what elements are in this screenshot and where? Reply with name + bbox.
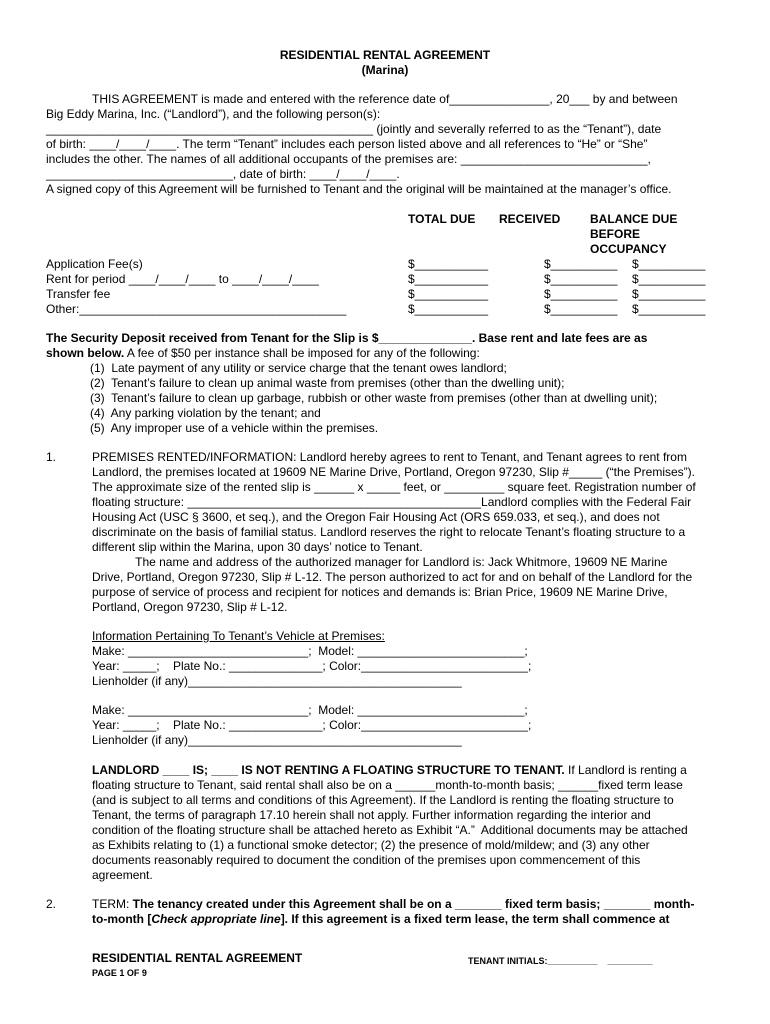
section1-line: discriminate on the basis of familial status. Landlord reserves the right to relocate Tenant’s floating structure to a: [92, 525, 686, 539]
fee-row-total: $___________: [408, 302, 489, 316]
fee-row-received: $__________: [544, 257, 618, 271]
footer-tenant-initials: TENANT INITIALS:__________ _________: [468, 956, 653, 966]
section-number: 2.: [46, 897, 57, 911]
intro-line: _________________________________________________ (jointly and severally referred to as the “Tenant”), date: [46, 122, 662, 136]
deposit-item: (2) Tenant’s failure to clean up animal waste from premises (other than the dwelling unit);: [90, 376, 565, 390]
deposit-bold: shown below.: [46, 346, 125, 360]
fee-row-received: $__________: [544, 287, 618, 301]
section1-line: Landlord, the premises located at 19609 NE Marine Drive, Portland, Oregon 97230, Slip #_____ (“the Premises”).: [92, 465, 695, 479]
footer-title: RESIDENTIAL RENTAL AGREEMENT: [92, 951, 303, 965]
document-subtitle: (Marina): [361, 63, 409, 77]
deposit-line: The Security Deposit received from Tenant for the Slip is $______________. Base rent and late fees are as: [46, 331, 648, 345]
floating-line: floating structure to Tenant, said rental shall also be on a ______month-to-month basis; ______fixed term lease: [92, 778, 683, 792]
section2-line: [92, 912, 670, 927]
fee-row-label: Application Fee(s): [46, 257, 143, 271]
intro-line: ____________________________, date of birth: ____/____/____.: [46, 167, 400, 181]
vehicle-line: Lienholder (if any)_________________________________________: [92, 733, 462, 747]
section1-line: The name and address of the authorized manager for Landlord is: Jack Whitmore, 19609 NE Marine: [92, 555, 668, 569]
floating-line: Tenant, the terms of paragraph 17.10 herein shall not apply. Further information regarding the interior and: [92, 808, 651, 822]
intro-line: of birth: ____/____/____. The term “Tenant” includes each person listed above and all references to “He” or “She”: [46, 137, 648, 151]
floating-line: agreement.: [92, 868, 153, 882]
section1-line: purpose of service of process and recipient for notices and demands is: Brian Price, 19609 NE Marine Drive,: [92, 585, 668, 599]
vehicle-line: Make: ___________________________; Model: _________________________;: [92, 703, 528, 717]
section1-line: Portland, Oregon 97230, Slip # L-12.: [92, 600, 288, 614]
deposit-rest: A fee of $50 per instance shall be imposed for any of the following:: [124, 346, 480, 360]
deposit-item: (1) Late payment of any utility or service charge that the tenant owes landlord;: [90, 361, 507, 375]
section2-text: to-month [: [92, 912, 152, 926]
fee-row-total: $___________: [408, 272, 489, 286]
floating-line: documents reasonably required to document the condition of the premises upon commencement of this: [92, 853, 641, 867]
section2-term: TERM:: [92, 897, 133, 911]
section2-italic: Check appropriate line: [151, 912, 281, 926]
deposit-item: (5) Any improper use of a vehicle within the premises.: [90, 421, 379, 435]
floating-line: (and is subject to all terms and conditions of this Agreement). If the Landlord is renting the floating structure to: [92, 793, 674, 807]
vehicle-line: Make: ___________________________; Model: _________________________;: [92, 644, 528, 658]
intro-line: A signed copy of this Agreement will be furnished to Tenant and the original will be maintained at the manager’s office.: [46, 182, 672, 196]
section1-line: different slip within the Marina, upon 30 days’ notice to Tenant.: [92, 540, 423, 554]
fee-row-label: Rent for period ____/____/____ to ____/____/____: [46, 272, 319, 286]
section1-line: The approximate size of the rented slip is ______ x _____ feet, or _________ square feet. Registration number of: [92, 480, 696, 494]
floating-line: condition of the floating structure shall be attached hereto as Exhibit “A.” Additional documents may be attached: [92, 823, 688, 837]
fee-row-balance: $__________: [632, 287, 706, 301]
section1-line: Drive, Portland, Oregon 97230, Slip # L-12. The person authorized to act for and on behalf of the Landlord for the: [92, 570, 693, 584]
deposit-item: (3) Tenant’s failure to clean up garbage, rubbish or other waste from premises (other than at dwelling unit);: [90, 391, 658, 405]
fee-row-total: $___________: [408, 257, 489, 271]
deposit-item: (4) Any parking violation by the tenant; and: [90, 406, 321, 420]
header-received: RECEIVED: [499, 212, 561, 226]
fee-row-label: Other:________________________________________: [46, 302, 347, 316]
document-title: RESIDENTIAL RENTAL AGREEMENT: [279, 48, 491, 62]
section1-line: Housing Act (USC § 3600, et seq.), and the Oregon Fair Housing Act (ORS 659.033, et seq.), and does not: [92, 510, 660, 524]
floating-line: as Exhibits relating to (1) a functional smoke detector; (2) the presence of mold/mildew; and (3) any other: [92, 838, 650, 852]
section2-text: The tenancy created under this Agreement shall be on a _______ fixed term basis; _______ month-: [132, 897, 695, 911]
header-balance-before: BEFORE: [590, 227, 641, 241]
intro-line: THIS AGREEMENT is made and entered with the reference date of_______________, 20___ by and between: [92, 92, 678, 106]
header-balance-due: BALANCE DUE: [590, 212, 678, 226]
section1-line: PREMISES RENTED/INFORMATION: Landlord hereby agrees to rent to Tenant, and Tenant agrees to rent from: [92, 450, 687, 464]
fee-row-balance: $__________: [632, 257, 706, 271]
intro-line: Big Eddy Marina, Inc. (“Landlord”), and the following person(s):: [46, 107, 381, 121]
floating-line: [92, 763, 687, 778]
fee-row-balance: $__________: [632, 272, 706, 286]
floating-bold: LANDLORD ____ IS; ____ IS NOT RENTING A FLOATING STRUCTURE TO TENANT.: [92, 763, 565, 777]
section2-line: [92, 897, 694, 912]
vehicle-line: Lienholder (if any)_________________________________________: [92, 674, 462, 688]
vehicle-line: Year: _____; Plate No.: ______________; Color:_________________________;: [92, 659, 532, 673]
fee-row-label: Transfer fee: [46, 287, 111, 301]
header-balance-occupancy: OCCUPANCY: [590, 242, 667, 256]
floating-rest: If Landlord is renting a: [564, 763, 687, 777]
section2-text: ]. If this agreement is a fixed term lease, the term shall commence at: [280, 912, 670, 926]
intro-line: includes the other. The names of all additional occupants of the premises are: ____________________________,: [46, 152, 651, 166]
fee-row-balance: $__________: [632, 302, 706, 316]
fee-row-received: $__________: [544, 302, 618, 316]
deposit-line: [46, 346, 480, 361]
vehicle-heading: Information Pertaining To Tenant’s Vehicle at Premises:: [92, 629, 385, 643]
footer-page-number: PAGE 1 OF 9: [92, 968, 147, 978]
section1-line: floating structure: ____________________________________________Landlord complies with the Federal Fair: [92, 495, 692, 509]
fee-row-received: $__________: [544, 272, 618, 286]
header-total-due: TOTAL DUE: [408, 212, 476, 226]
fee-row-total: $___________: [408, 287, 489, 301]
vehicle-line: Year: _____; Plate No.: ______________; Color:_________________________;: [92, 718, 532, 732]
section-number: 1.: [46, 450, 57, 464]
